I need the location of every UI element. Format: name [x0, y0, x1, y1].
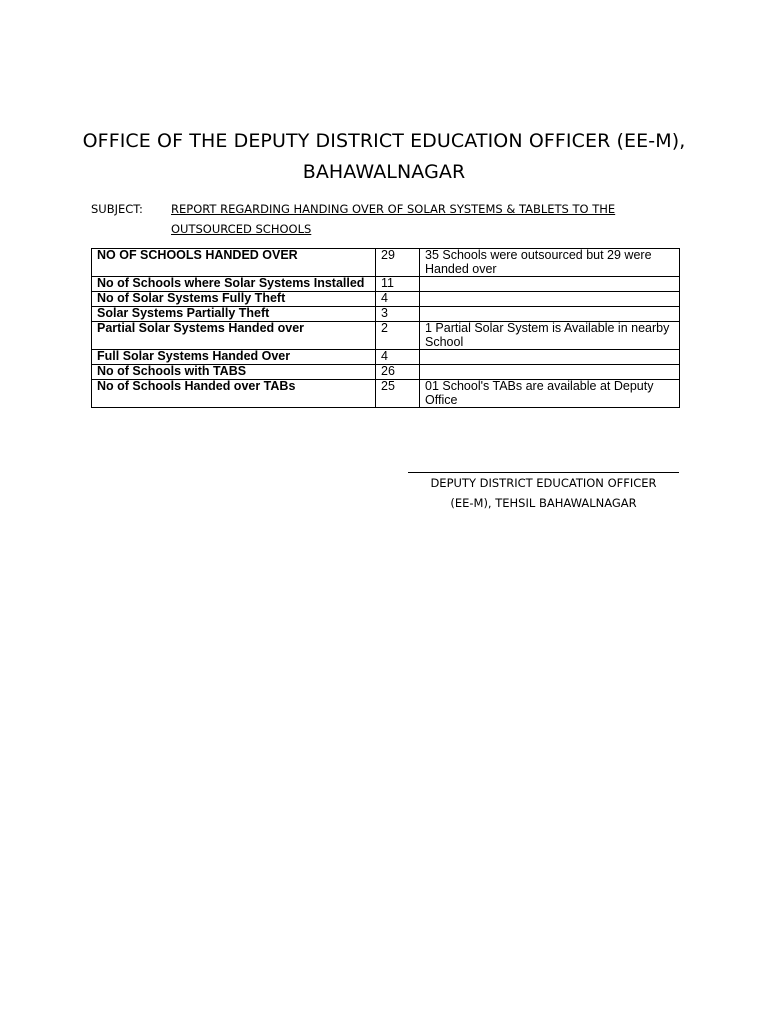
- table-row: [92, 249, 680, 277]
- row-value: 11: [376, 277, 420, 292]
- table-row: [92, 322, 680, 350]
- row-label: Partial Solar Systems Handed over: [92, 322, 376, 350]
- row-label: No of Schools where Solar Systems Installed: [92, 277, 376, 292]
- report-table: [91, 248, 680, 408]
- subject-line-2: OUTSOURCED SCHOOLS: [171, 222, 312, 236]
- row-remarks: [420, 277, 680, 292]
- row-label: No of Solar Systems Fully Theft: [92, 292, 376, 307]
- row-value: 4: [376, 292, 420, 307]
- document-title: [60, 126, 708, 188]
- title-line-1: OFFICE OF THE DEPUTY DISTRICT EDUCATION OFFICER (EE-M),: [82, 130, 686, 152]
- report-table-body: [92, 249, 680, 408]
- row-value: 4: [376, 350, 420, 365]
- row-label: Solar Systems Partially Theft: [92, 307, 376, 322]
- subject-text: [171, 199, 671, 239]
- row-value: 25: [376, 380, 420, 408]
- row-label: No of Schools Handed over TABs: [92, 380, 376, 408]
- signature-line-2: (EE-M), TEHSIL BAHAWALNAGAR: [450, 496, 637, 510]
- row-remarks: [420, 350, 680, 365]
- row-value: 29: [376, 249, 420, 277]
- table-row: [92, 365, 680, 380]
- row-value: 2: [376, 322, 420, 350]
- row-remarks: [420, 365, 680, 380]
- subject-label: SUBJECT:: [91, 202, 143, 216]
- table-row: [92, 350, 680, 365]
- row-remarks: 1 Partial Solar System is Available in nearby School: [420, 322, 680, 350]
- row-label: NO OF SCHOOLS HANDED OVER: [92, 249, 376, 277]
- table-row: [92, 380, 680, 408]
- row-label: Full Solar Systems Handed Over: [92, 350, 376, 365]
- row-label: No of Schools with TABS: [92, 365, 376, 380]
- row-remarks: 35 Schools were outsourced but 29 were Handed over: [420, 249, 680, 277]
- row-remarks: 01 School's TABs are available at Deputy Office: [420, 380, 680, 408]
- table-row: [92, 307, 680, 322]
- row-remarks: [420, 307, 680, 322]
- row-value: 26: [376, 365, 420, 380]
- table-row: [92, 277, 680, 292]
- row-value: 3: [376, 307, 420, 322]
- signature-line-1: DEPUTY DISTRICT EDUCATION OFFICER: [430, 476, 657, 490]
- signature-block: [408, 473, 679, 513]
- subject-line-1: REPORT REGARDING HANDING OVER OF SOLAR SYSTEMS & TABLETS TO THE: [171, 202, 616, 216]
- title-line-2: BAHAWALNAGAR: [302, 161, 466, 183]
- table-row: [92, 292, 680, 307]
- row-remarks: [420, 292, 680, 307]
